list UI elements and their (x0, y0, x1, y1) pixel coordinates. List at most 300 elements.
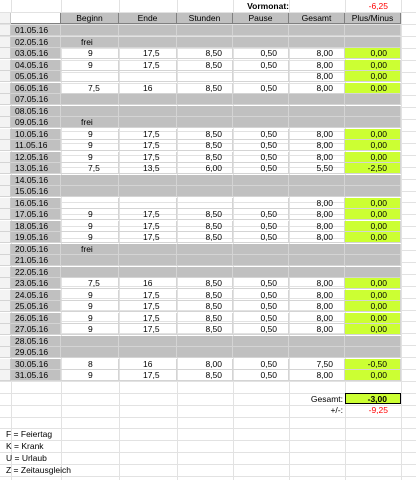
table-row (0, 94, 416, 105)
beginn-cell[interactable]: 9 (61, 290, 119, 301)
row-header[interactable] (0, 324, 11, 335)
table-row (0, 347, 416, 358)
date-cell[interactable]: 11.05.16 (11, 140, 61, 151)
stunden-cell[interactable]: 8,50 (177, 83, 233, 94)
date-cell[interactable]: 25.05.16 (11, 301, 61, 312)
ende-cell[interactable]: 16 (119, 359, 177, 370)
table-row (0, 48, 416, 59)
stunden-cell[interactable] (177, 244, 233, 255)
ende-cell[interactable] (119, 117, 177, 128)
pause-cell[interactable] (233, 244, 289, 255)
table-row (0, 278, 416, 289)
plus-minus-cell[interactable]: 0,00 (345, 370, 401, 381)
beginn-cell[interactable] (61, 106, 119, 117)
row-header[interactable] (0, 301, 11, 312)
stunden-cell[interactable] (177, 117, 233, 128)
table-row (0, 117, 416, 128)
gesamt-cell[interactable] (289, 347, 345, 358)
stunden-cell[interactable]: 8,50 (177, 209, 233, 220)
date-cell[interactable]: 30.05.16 (11, 359, 61, 370)
plus-minus-cell[interactable] (345, 117, 401, 128)
stunden-cell[interactable]: 8,50 (177, 129, 233, 140)
stunden-cell[interactable] (177, 37, 233, 48)
plus-minus-cell[interactable]: 0,00 (345, 278, 401, 289)
date-cell[interactable]: 21.05.16 (11, 255, 61, 266)
pause-cell[interactable]: 0,50 (233, 324, 289, 335)
gesamt-cell[interactable]: 8,00 (289, 278, 345, 289)
gesamt-value[interactable]: -3,00 (345, 393, 401, 404)
row-header[interactable] (0, 186, 11, 197)
beginn-cell[interactable]: 9 (61, 221, 119, 232)
date-cell[interactable]: 26.05.16 (11, 313, 61, 324)
beginn-cell[interactable] (61, 94, 119, 105)
gesamt-cell[interactable]: 8,00 (289, 152, 345, 163)
pause-cell[interactable]: 0,50 (233, 232, 289, 243)
plus-minus-cell[interactable]: 0,00 (345, 313, 401, 324)
row-header[interactable] (0, 336, 11, 347)
ende-cell[interactable]: 17,5 (119, 232, 177, 243)
date-cell[interactable]: 31.05.16 (11, 370, 61, 381)
date-cell[interactable]: 20.05.16 (11, 244, 61, 255)
gesamt-cell[interactable]: 8,00 (289, 290, 345, 301)
plus-minus-cell[interactable]: 0,00 (345, 209, 401, 220)
table-row (0, 244, 416, 255)
date-cell[interactable]: 15.05.16 (11, 186, 61, 197)
plus-minus-cell[interactable]: -2,50 (345, 163, 401, 174)
row-header[interactable] (0, 60, 11, 71)
header-stunden[interactable]: Stunden (177, 13, 233, 24)
gesamt-cell[interactable]: 8,00 (289, 209, 345, 220)
pause-cell[interactable]: 0,50 (233, 209, 289, 220)
ende-cell[interactable]: 17,5 (119, 140, 177, 151)
beginn-cell[interactable]: 7,5 (61, 163, 119, 174)
pause-cell[interactable] (233, 198, 289, 209)
header-pause[interactable]: Pause (233, 13, 289, 24)
gesamt-cell[interactable]: 8,00 (289, 221, 345, 232)
gesamt-cell[interactable] (289, 117, 345, 128)
beginn-cell[interactable]: 9 (61, 232, 119, 243)
header-ende[interactable]: Ende (119, 13, 177, 24)
beginn-cell[interactable] (61, 25, 119, 36)
row-header[interactable] (0, 278, 11, 289)
stunden-cell[interactable]: 6,00 (177, 163, 233, 174)
date-cell[interactable]: 13.05.16 (11, 163, 61, 174)
beginn-cell[interactable] (61, 198, 119, 209)
ende-cell[interactable] (119, 198, 177, 209)
table-row (0, 106, 416, 117)
grid-row-line (0, 452, 416, 453)
gesamt-cell[interactable] (289, 255, 345, 266)
gesamt-cell[interactable]: 8,00 (289, 324, 345, 335)
stunden-cell[interactable] (177, 336, 233, 347)
pause-cell[interactable] (233, 255, 289, 266)
ende-cell[interactable] (119, 25, 177, 36)
date-cell[interactable]: 06.05.16 (11, 83, 61, 94)
plus-minus-cell[interactable] (345, 267, 401, 278)
row-header[interactable] (0, 313, 11, 324)
row-header[interactable] (0, 13, 11, 24)
plus-minus-cell[interactable] (345, 255, 401, 266)
vormonat-value[interactable]: -6,25 (368, 1, 388, 11)
row-header[interactable] (0, 94, 11, 105)
pause-cell[interactable]: 0,50 (233, 140, 289, 151)
row-header[interactable] (0, 117, 11, 128)
date-cell[interactable]: 24.05.16 (11, 290, 61, 301)
date-cell[interactable]: 17.05.16 (11, 209, 61, 220)
date-cell[interactable]: 04.05.16 (11, 60, 61, 71)
stunden-cell[interactable]: 8,00 (177, 359, 233, 370)
plus-minus-cell[interactable] (345, 94, 401, 105)
beginn-cell[interactable]: 7,5 (61, 278, 119, 289)
beginn-cell[interactable]: 9 (61, 60, 119, 71)
table-row (0, 221, 416, 232)
date-cell[interactable]: 05.05.16 (11, 71, 61, 82)
pause-cell[interactable] (233, 117, 289, 128)
beginn-cell[interactable]: frei (61, 244, 119, 255)
pause-cell[interactable] (233, 347, 289, 358)
pause-cell[interactable]: 0,50 (233, 313, 289, 324)
plus-minus-cell[interactable]: 0,00 (345, 140, 401, 151)
ende-cell[interactable]: 16 (119, 83, 177, 94)
beginn-cell[interactable]: 8 (61, 359, 119, 370)
ende-cell[interactable]: 17,5 (119, 152, 177, 163)
table-row (0, 129, 416, 140)
pause-cell[interactable] (233, 267, 289, 278)
vormonat-label[interactable]: Vormonat: (247, 1, 289, 11)
table-row (0, 359, 416, 370)
plus-minus-cell[interactable]: 0,00 (345, 221, 401, 232)
row-header[interactable] (0, 347, 11, 358)
beginn-cell[interactable] (61, 71, 119, 82)
pause-cell[interactable]: 0,50 (233, 60, 289, 71)
ende-cell[interactable]: 17,5 (119, 324, 177, 335)
stunden-cell[interactable]: 8,50 (177, 48, 233, 59)
beginn-cell[interactable] (61, 336, 119, 347)
header-date-cell[interactable] (11, 13, 61, 24)
legend-zeitausgleich[interactable]: Z = Zeitausgleich (6, 465, 71, 475)
row-header[interactable] (0, 71, 11, 82)
stunden-cell[interactable] (177, 198, 233, 209)
stunden-cell[interactable] (177, 71, 233, 82)
plus-minus-cell[interactable] (345, 106, 401, 117)
gesamt-cell[interactable]: 8,00 (289, 198, 345, 209)
plus-minus-cell[interactable]: 0,00 (345, 83, 401, 94)
plus-minus-cell[interactable] (345, 186, 401, 197)
date-cell[interactable]: 22.05.16 (11, 267, 61, 278)
gesamt-label[interactable]: Gesamt: (310, 394, 343, 404)
gesamt-cell[interactable]: 8,00 (289, 313, 345, 324)
table-row (0, 71, 416, 82)
ende-cell[interactable]: 17,5 (119, 301, 177, 312)
stunden-cell[interactable]: 8,50 (177, 232, 233, 243)
date-cell[interactable]: 09.05.16 (11, 117, 61, 128)
gesamt-cell[interactable]: 8,00 (289, 301, 345, 312)
header-beginn[interactable]: Beginn (61, 13, 119, 24)
pause-cell[interactable] (233, 71, 289, 82)
plus-minus-cell[interactable] (345, 25, 401, 36)
pause-cell[interactable] (233, 37, 289, 48)
beginn-cell[interactable] (61, 186, 119, 197)
ende-cell[interactable]: 13,5 (119, 163, 177, 174)
ende-cell[interactable] (119, 267, 177, 278)
row-header[interactable] (0, 244, 11, 255)
gesamt-cell[interactable] (289, 336, 345, 347)
pause-cell[interactable]: 0,50 (233, 83, 289, 94)
gesamt-cell[interactable] (289, 267, 345, 278)
legend-feiertag[interactable]: F = Feiertag (6, 429, 53, 439)
stunden-cell[interactable] (177, 106, 233, 117)
pause-cell[interactable]: 0,50 (233, 359, 289, 370)
row-header[interactable] (0, 83, 11, 94)
ende-cell[interactable]: 17,5 (119, 221, 177, 232)
row-header[interactable] (0, 267, 11, 278)
beginn-cell[interactable]: 9 (61, 129, 119, 140)
ende-cell[interactable] (119, 94, 177, 105)
grid-row-line (0, 440, 416, 441)
diff-value[interactable]: -9,25 (368, 405, 388, 415)
table-row (0, 152, 416, 163)
table-row (0, 25, 416, 36)
gesamt-cell[interactable]: 8,00 (289, 140, 345, 151)
ende-cell[interactable]: 17,5 (119, 60, 177, 71)
pause-cell[interactable]: 0,50 (233, 129, 289, 140)
table-row (0, 336, 416, 347)
ende-cell[interactable]: 17,5 (119, 129, 177, 140)
row-header[interactable] (0, 48, 11, 59)
stunden-cell[interactable]: 8,50 (177, 60, 233, 71)
beginn-cell[interactable]: 9 (61, 140, 119, 151)
row-header[interactable] (0, 163, 11, 174)
ende-cell[interactable]: 17,5 (119, 48, 177, 59)
table-row (0, 140, 416, 151)
plus-minus-cell[interactable]: 0,00 (345, 48, 401, 59)
gesamt-cell[interactable]: 8,00 (289, 232, 345, 243)
gesamt-cell[interactable]: 8,00 (289, 370, 345, 381)
gesamt-cell[interactable]: 5,50 (289, 163, 345, 174)
table-row (0, 60, 416, 71)
pause-cell[interactable] (233, 175, 289, 186)
gesamt-cell[interactable] (289, 25, 345, 36)
table-row (0, 37, 416, 48)
gesamt-cell[interactable] (289, 37, 345, 48)
table-row (0, 370, 416, 381)
legend-krank[interactable]: K = Krank (6, 441, 44, 451)
ende-cell[interactable]: 17,5 (119, 290, 177, 301)
gesamt-cell[interactable] (289, 244, 345, 255)
ende-cell[interactable]: 17,5 (119, 209, 177, 220)
table-row (0, 83, 416, 94)
beginn-cell[interactable]: frei (61, 117, 119, 128)
beginn-cell[interactable]: 9 (61, 209, 119, 220)
gesamt-cell[interactable]: 8,00 (289, 60, 345, 71)
date-cell[interactable]: 12.05.16 (11, 152, 61, 163)
table-row (0, 324, 416, 335)
plus-minus-cell[interactable] (345, 37, 401, 48)
pause-cell[interactable] (233, 336, 289, 347)
gesamt-cell[interactable]: 8,00 (289, 71, 345, 82)
pause-cell[interactable] (233, 106, 289, 117)
plus-minus-cell[interactable] (345, 347, 401, 358)
row-header[interactable] (0, 209, 11, 220)
beginn-cell[interactable] (61, 175, 119, 186)
row-header[interactable] (0, 37, 11, 48)
beginn-cell[interactable] (61, 255, 119, 266)
date-cell[interactable]: 02.05.16 (11, 37, 61, 48)
row-header[interactable] (0, 129, 11, 140)
table-row (0, 301, 416, 312)
stunden-cell[interactable]: 8,50 (177, 324, 233, 335)
row-header[interactable] (0, 106, 11, 117)
date-cell[interactable]: 07.05.16 (11, 94, 61, 105)
row-header[interactable] (0, 198, 11, 209)
grid-row-line (0, 476, 416, 477)
ende-cell[interactable] (119, 175, 177, 186)
plus-minus-cell[interactable]: 0,00 (345, 232, 401, 243)
pause-cell[interactable]: 0,50 (233, 290, 289, 301)
row-header[interactable] (0, 25, 11, 36)
pause-cell[interactable]: 0,50 (233, 370, 289, 381)
pause-cell[interactable]: 0,50 (233, 278, 289, 289)
beginn-cell[interactable] (61, 267, 119, 278)
beginn-cell[interactable]: 9 (61, 152, 119, 163)
date-cell[interactable]: 08.05.16 (11, 106, 61, 117)
date-cell[interactable]: 29.05.16 (11, 347, 61, 358)
beginn-cell[interactable]: 9 (61, 313, 119, 324)
beginn-cell[interactable]: 7,5 (61, 83, 119, 94)
row-header[interactable] (0, 232, 11, 243)
pause-cell[interactable]: 0,50 (233, 163, 289, 174)
stunden-cell[interactable]: 8,50 (177, 301, 233, 312)
stunden-cell[interactable] (177, 255, 233, 266)
beginn-cell[interactable]: frei (61, 37, 119, 48)
stunden-cell[interactable]: 8,50 (177, 140, 233, 151)
plus-minus-cell[interactable] (345, 175, 401, 186)
date-cell[interactable]: 18.05.16 (11, 221, 61, 232)
date-cell[interactable]: 23.05.16 (11, 278, 61, 289)
row-header[interactable] (0, 370, 11, 381)
stunden-cell[interactable]: 8,50 (177, 370, 233, 381)
plus-minus-cell[interactable]: -0,50 (345, 359, 401, 370)
date-cell[interactable]: 01.05.16 (11, 25, 61, 36)
table-row (0, 232, 416, 243)
stunden-cell[interactable]: 8,50 (177, 313, 233, 324)
pause-cell[interactable]: 0,50 (233, 221, 289, 232)
ende-cell[interactable] (119, 106, 177, 117)
beginn-cell[interactable]: 9 (61, 324, 119, 335)
plus-minus-cell[interactable] (345, 244, 401, 255)
plus-minus-cell[interactable]: 0,00 (345, 60, 401, 71)
diff-label[interactable]: +/-: (330, 405, 343, 415)
ende-cell[interactable]: 17,5 (119, 313, 177, 324)
plus-minus-cell[interactable]: 0,00 (345, 198, 401, 209)
gesamt-cell[interactable] (289, 94, 345, 105)
ende-cell[interactable]: 17,5 (119, 370, 177, 381)
date-cell[interactable]: 14.05.16 (11, 175, 61, 186)
gesamt-cell[interactable]: 8,00 (289, 129, 345, 140)
table-row (0, 186, 416, 197)
ende-cell[interactable] (119, 255, 177, 266)
table-row (0, 255, 416, 266)
beginn-cell[interactable]: 9 (61, 370, 119, 381)
plus-minus-cell[interactable]: 0,00 (345, 71, 401, 82)
plus-minus-cell[interactable]: 0,00 (345, 129, 401, 140)
gesamt-cell[interactable]: 8,00 (289, 48, 345, 59)
ende-cell[interactable] (119, 71, 177, 82)
ende-cell[interactable] (119, 244, 177, 255)
gesamt-cell[interactable]: 8,00 (289, 83, 345, 94)
date-cell[interactable]: 28.05.16 (11, 336, 61, 347)
plus-minus-cell[interactable]: 0,00 (345, 290, 401, 301)
ende-cell[interactable] (119, 347, 177, 358)
gesamt-cell[interactable] (289, 175, 345, 186)
stunden-cell[interactable]: 8,50 (177, 152, 233, 163)
date-cell[interactable]: 16.05.16 (11, 198, 61, 209)
gesamt-cell[interactable] (289, 106, 345, 117)
stunden-cell[interactable] (177, 347, 233, 358)
row-header[interactable] (0, 221, 11, 232)
date-cell[interactable]: 10.05.16 (11, 129, 61, 140)
beginn-cell[interactable] (61, 347, 119, 358)
plus-minus-cell[interactable]: 0,00 (345, 152, 401, 163)
plus-minus-cell[interactable]: 0,00 (345, 301, 401, 312)
grid-row-line (0, 381, 416, 382)
table-row (0, 175, 416, 186)
row-header[interactable] (0, 152, 11, 163)
ende-cell[interactable] (119, 336, 177, 347)
pause-cell[interactable] (233, 186, 289, 197)
stunden-cell[interactable] (177, 175, 233, 186)
table-row (0, 163, 416, 174)
row-header[interactable] (0, 255, 11, 266)
stunden-cell[interactable] (177, 267, 233, 278)
stunden-cell[interactable] (177, 25, 233, 36)
pause-cell[interactable] (233, 25, 289, 36)
header-plus-minus[interactable]: Plus/Minus (345, 13, 401, 24)
grid-row-line (0, 417, 416, 418)
row-header[interactable] (0, 359, 11, 370)
pause-cell[interactable] (233, 94, 289, 105)
date-cell[interactable]: 19.05.16 (11, 232, 61, 243)
pause-cell[interactable]: 0,50 (233, 152, 289, 163)
date-cell[interactable]: 03.05.16 (11, 48, 61, 59)
gesamt-cell[interactable] (289, 186, 345, 197)
table-row (0, 209, 416, 220)
plus-minus-cell[interactable] (345, 336, 401, 347)
ende-cell[interactable]: 16 (119, 278, 177, 289)
ende-cell[interactable] (119, 186, 177, 197)
beginn-cell[interactable]: 9 (61, 301, 119, 312)
row-header[interactable] (0, 175, 11, 186)
beginn-cell[interactable]: 9 (61, 48, 119, 59)
stunden-cell[interactable] (177, 94, 233, 105)
gesamt-cell[interactable]: 7,50 (289, 359, 345, 370)
pause-cell[interactable]: 0,50 (233, 301, 289, 312)
grid-row-line (0, 428, 416, 429)
header-gesamt[interactable]: Gesamt (289, 13, 345, 24)
stunden-cell[interactable]: 8,50 (177, 290, 233, 301)
stunden-cell[interactable] (177, 186, 233, 197)
legend-urlaub[interactable]: U = Urlaub (6, 453, 47, 463)
stunden-cell[interactable]: 8,50 (177, 278, 233, 289)
row-header[interactable] (0, 140, 11, 151)
ende-cell[interactable] (119, 37, 177, 48)
stunden-cell[interactable]: 8,50 (177, 221, 233, 232)
plus-minus-cell[interactable]: 0,00 (345, 324, 401, 335)
date-cell[interactable]: 27.05.16 (11, 324, 61, 335)
row-header[interactable] (0, 290, 11, 301)
pause-cell[interactable]: 0,50 (233, 48, 289, 59)
table-row (0, 198, 416, 209)
